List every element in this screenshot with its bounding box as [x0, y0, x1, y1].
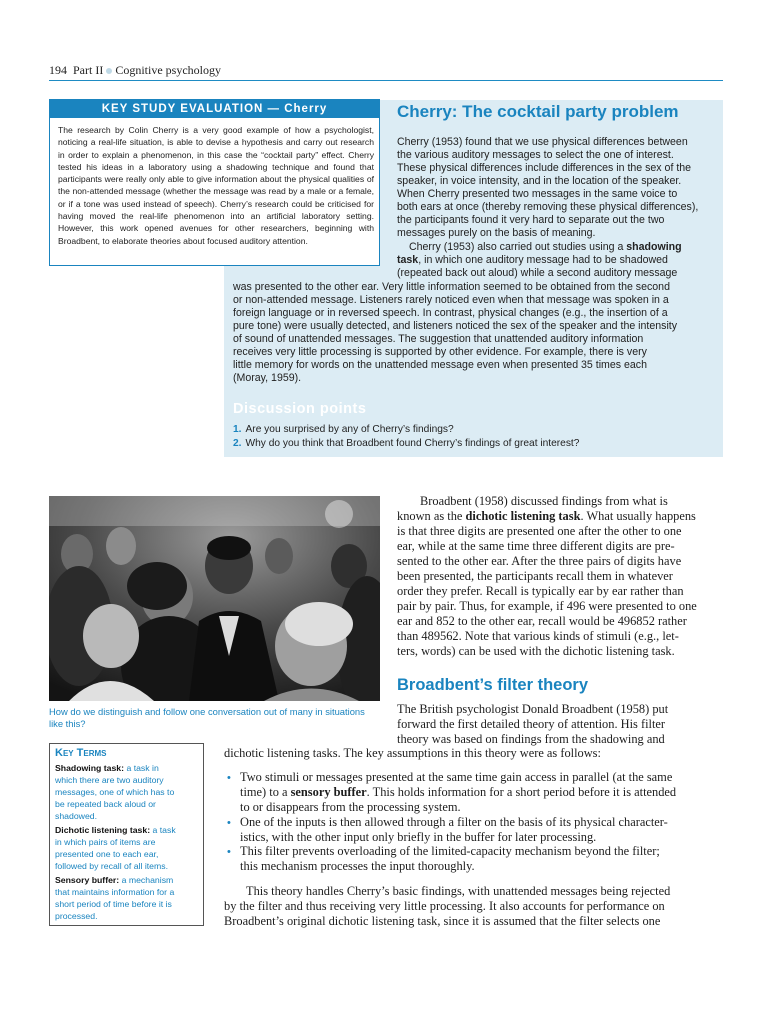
- body-text-line: The British psychologist Donald Broadbent (1958) put: [397, 702, 669, 716]
- key-term-line: presented one to each ear,: [55, 849, 159, 859]
- body-text-line: ters, words) can be used with the dichotic listening task.: [397, 644, 675, 658]
- term-task: task: [397, 254, 419, 266]
- separator-dot-icon: [106, 68, 112, 74]
- body-text-line: than 489562. Note that various kinds of stimuli (e.g., let-: [397, 629, 679, 643]
- header-rule: [49, 80, 723, 81]
- cherry-text-line: Cherry (1953) found that we use physical differences between: [397, 136, 688, 148]
- running-head: [49, 63, 221, 78]
- part-label: Part II: [73, 63, 104, 77]
- chapter-label: Cognitive psychology: [115, 63, 221, 77]
- key-term-name: Sensory buffer:: [55, 875, 120, 885]
- bullet-text-line: to or disappears from the processing system.: [240, 800, 461, 814]
- body-text-line: ear, while at the same time three different digits are pre-: [397, 539, 675, 553]
- photo-caption: How do we distinguish and follow one conversation out of many in situations like this?: [49, 706, 365, 729]
- body-text-line: is that three digits are presented one after the other to one: [397, 524, 682, 538]
- body-text-line: sented to the other ear. After the three pairs of digits have: [397, 554, 682, 568]
- key-study-title: KEY STUDY EVALUATION — Cherry: [50, 100, 379, 118]
- cocktail-party-photo: [49, 496, 380, 701]
- cherry-section-title: Cherry: The cocktail party problem: [397, 102, 679, 121]
- cherry-text-line: or non-attended message. Listeners rarely noticed even when that message was spoken in a: [233, 294, 669, 306]
- cherry-text-line: little memory for words on the unattended message even when presented 35 times each: [233, 359, 647, 371]
- body-text-line: This theory handles Cherry’s basic findings, with unattended messages being rejected: [246, 884, 671, 898]
- body-text-line: been presented, the participants recall them in whatever: [397, 569, 673, 583]
- key-term-line: Shadowing task: a task in: [55, 763, 159, 773]
- cherry-text-line: (repeated back out aloud) while a second auditory message: [397, 267, 678, 279]
- key-term-line: processed.: [55, 911, 98, 921]
- body-text-line: Broadbent’s original dichotic listening task, since it is assumed that the filter selects one: [224, 914, 661, 928]
- body-text-line: Broadbent (1958) discussed findings from what is: [420, 494, 668, 508]
- body-text-line: ear and 852 to the other ear, recall would be 496852 rather: [397, 614, 687, 628]
- bullet-text-line: time) to a sensory buffer. This holds information for a short period before it is attended: [240, 785, 677, 799]
- cherry-text-line: These physical differences include differences in the sex of the: [397, 162, 692, 174]
- key-term-line: shadowed.: [55, 811, 98, 821]
- cherry-text-line: When Cherry presented two messages in the same voice to: [397, 188, 678, 200]
- cherry-text-line: was presented to the other ear. Very little information seemed to be obtained from the second: [233, 281, 670, 293]
- discussion-point: 2. Why do you think that Broadbent found Cherry’s findings of great interest?: [233, 438, 580, 449]
- key-term-line: Dichotic listening task: a task: [55, 825, 176, 835]
- key-term-name: Shadowing task:: [55, 763, 125, 773]
- key-term-name: Dichotic listening task:: [55, 825, 151, 835]
- cherry-text-line: foreign language or in reversed speech. In contrast, physical changes (e.g., the insertion of a: [233, 307, 668, 319]
- key-term-line: be repeated back aloud or: [55, 799, 156, 809]
- bullet-text-line: One of the inputs is then allowed through a filter on the basis of its physical character-: [240, 815, 668, 829]
- body-text-line: pair by pair. Thus, for example, if 496 were presented to one: [397, 599, 697, 613]
- cherry-text-line: the various auditory messages to select the one of interest.: [397, 149, 674, 161]
- cherry-text-line: messages purely on the basis of meaning.: [397, 227, 596, 239]
- bullet-icon: •: [227, 817, 231, 829]
- key-study-text: The research by Colin Cherry is a very good example of how a psychologist, noticing a real-life situation, is able to devise a hypothesis and carry out research in order to explain a phenomenon, in this case the “cocktail party” effect. Cherry tested his ideas in a laboratory using a shadowing technique and found that participants were really only able to give information about the physical qualities of the non-attended message (whether the message was read by a male or a female, or if a tone was used instead of speech). Cherry’s research could be criticised for having moved the real-life phenomenon into an artificial laboratory setting. However, this work opened avenues for other researchers, beginning with Broadbent, to elaborate theories about focused auditory attention.: [58, 125, 374, 246]
- term-sensory-buffer: sensory buffer: [290, 785, 367, 799]
- broadbent-section-title: Broadbent’s filter theory: [397, 676, 588, 694]
- cherry-text-line: Cherry (1953) also carried out studies using a shadowing: [409, 241, 682, 253]
- bullet-text-line: istics, with the other input only briefly in the buffer for later processing.: [240, 830, 597, 844]
- term-shadowing: shadowing: [626, 241, 682, 253]
- bullet-icon: •: [227, 846, 231, 858]
- key-term-line: short period of time before it is: [55, 899, 172, 909]
- cherry-text-line: receives very little processing is supported by other evidence. For example, there is very: [233, 346, 647, 358]
- page-number: 194: [49, 63, 67, 77]
- key-term-line: Sensory buffer: a mechanism: [55, 875, 174, 885]
- key-terms-box: [49, 743, 204, 926]
- key-term-line: in which pairs of items are: [55, 837, 156, 847]
- key-term-line: followed by recall of all items.: [55, 861, 168, 871]
- cherry-text-line: task, in which one auditory message had to be shadowed: [397, 254, 668, 266]
- term-dichotic-listening-task: dichotic listening task: [465, 509, 581, 523]
- cherry-text-line: both ears at once (thereby removing these physical differences),: [397, 201, 699, 213]
- cherry-text-line: the participants found it very hard to separate out the two: [397, 214, 665, 226]
- key-term-line: that maintains information for a: [55, 887, 175, 897]
- key-terms-heading: Key Terms: [55, 747, 107, 759]
- discussion-point: 1. Are you surprised by any of Cherry’s findings?: [233, 424, 454, 435]
- body-text-line: forward the first detailed theory of attention. His filter: [397, 717, 666, 731]
- cherry-text-line: speaker, in voice intensity, and in the location of the speaker.: [397, 175, 682, 187]
- body-text-line: known as the dichotic listening task. What usually happens: [397, 509, 696, 523]
- bullet-icon: •: [227, 772, 231, 784]
- key-study-evaluation-box: [49, 99, 380, 266]
- discussion-points-heading: Discussion points: [233, 401, 367, 417]
- key-term-line: messages, one of which has to: [55, 787, 175, 797]
- bullet-text-line: This filter prevents overloading of the limited-capacity mechanism beyond the filter;: [240, 844, 660, 858]
- cherry-text-line: of sound of unattended messages. The suggestion that unattended auditory information: [233, 333, 644, 345]
- cherry-text-line: (Moray, 1959).: [233, 372, 302, 384]
- key-term-line: which there are two auditory: [55, 775, 164, 785]
- cherry-text-line: pure tone) were usually detected, and listeners noticed the sex of the speaker and the intensity: [233, 320, 678, 332]
- body-text-line: theory was based on findings from the shadowing and: [397, 732, 665, 746]
- bullet-text-line: this mechanism processes the input thoroughly.: [240, 859, 475, 873]
- body-text-line: order they prefer. Recall is typically ear by ear rather than: [397, 584, 684, 598]
- body-text-line: dichotic listening tasks. The key assumptions in this theory were as follows:: [224, 746, 601, 760]
- bullet-text-line: Two stimuli or messages presented at the same time gain access in parallel (at the same: [240, 770, 673, 784]
- body-text-line: by the filter and thus receiving very little processing. It also accounts for performance on: [224, 899, 665, 913]
